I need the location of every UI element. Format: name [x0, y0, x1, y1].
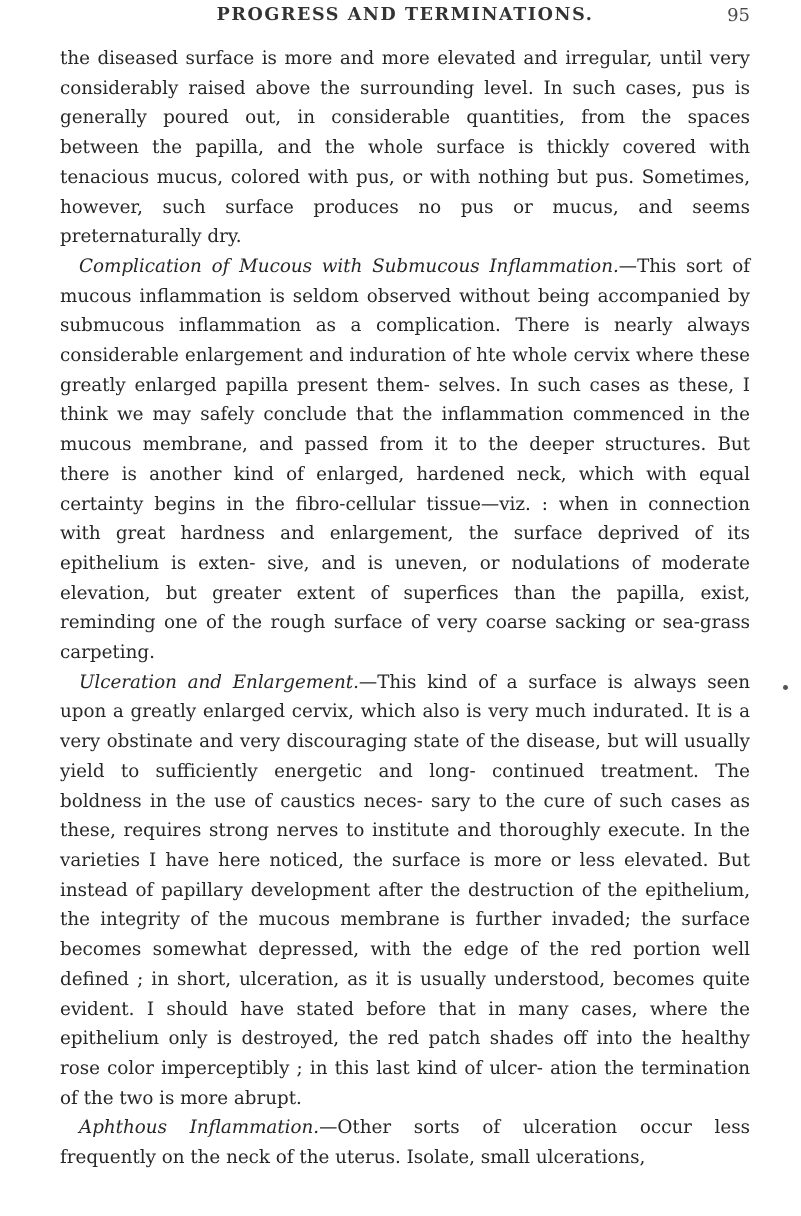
paragraph-text: —This kind of a surface is always seen upon a greatly enlarged cervix, which also is very much indurated. It is a very obstinate and very discouraging state of the disease, but will usually yield to sufficiently energetic and long- continued treatment. The boldness in the use of caustics neces- sary to the cure of such cases as these, requires strong nerves to institute and thoroughly execute. In the varieties I have here noticed, the surface is more or less elevated. But instead of papillary development after the destruction of the epithelium, the integrity of the mucous membrane is further invaded; the surface becomes somewhat depressed, with the edge of the red portion well defined ; in short, ulceration, as it is usually understood, becomes quite evident. I should have stated before that in many cases, where the epithelium only is destroyed, the red patch shades off into the healthy rose color imperceptibly ; in this last kind of ulcer- ation the termination of the two is more abrupt.: [60, 671, 750, 1109]
running-head: PROGRESS AND TERMINATIONS.: [216, 5, 594, 25]
paragraph-text: —This sort of mucous inflammation is seldom observed without being accompanied by submucous inflammation as a complication. There is nearly always considerable enlargement and induration of hte whole cervix where these greatly enlarged papilla present them- selves. In such cases as these, I think we may safely conclude that the inflammation commenced in the mucous membrane, and passed from it to the deeper structures. But there is another kind of enlarged, hardened neck, which with equal certainty begins in the fibro-cellular tissue—viz. : when in connection with great hardness and enlargement, the surface deprived of its epithelium is exten- sive, and is uneven, or nodulations of moderate elevation, but greater extent of superfices than the papilla, exist, reminding one of the rough surface of very coarse sacking or sea-grass carpeting.: [60, 255, 750, 664]
paragraph-complication: [60, 252, 750, 668]
paragraph-ulceration: [60, 668, 750, 1114]
page-number: 95: [727, 5, 750, 26]
paragraph-aphthous: [60, 1113, 750, 1172]
ink-spot: [783, 685, 788, 690]
page-header: [60, 5, 750, 33]
section-heading: Complication of Mucous with Submucous Inflammation.: [79, 255, 619, 277]
paragraph-text: the diseased surface is more and more elevated and irregular, until very considerably raised above the surrounding level. In such cases, pus is generally poured out, in considerable quantities, from the spaces between the papilla, and the whole surface is thickly covered with tenacious mucus, colored with pus, or with nothing but pus. Sometimes, however, such surface produces no pus or mucus, and seems preternaturally dry.: [60, 48, 750, 248]
section-heading: Aphthous Inflammation.: [79, 1117, 320, 1139]
paragraph-continuation: [60, 44, 750, 252]
section-heading: Ulceration and Enlargement.: [79, 671, 359, 693]
paragraph-text: —Other sorts of ulceration occur less frequently on the neck of the uterus. Isolate, small ulcerations,: [60, 1117, 750, 1169]
body-text: [60, 44, 750, 1173]
